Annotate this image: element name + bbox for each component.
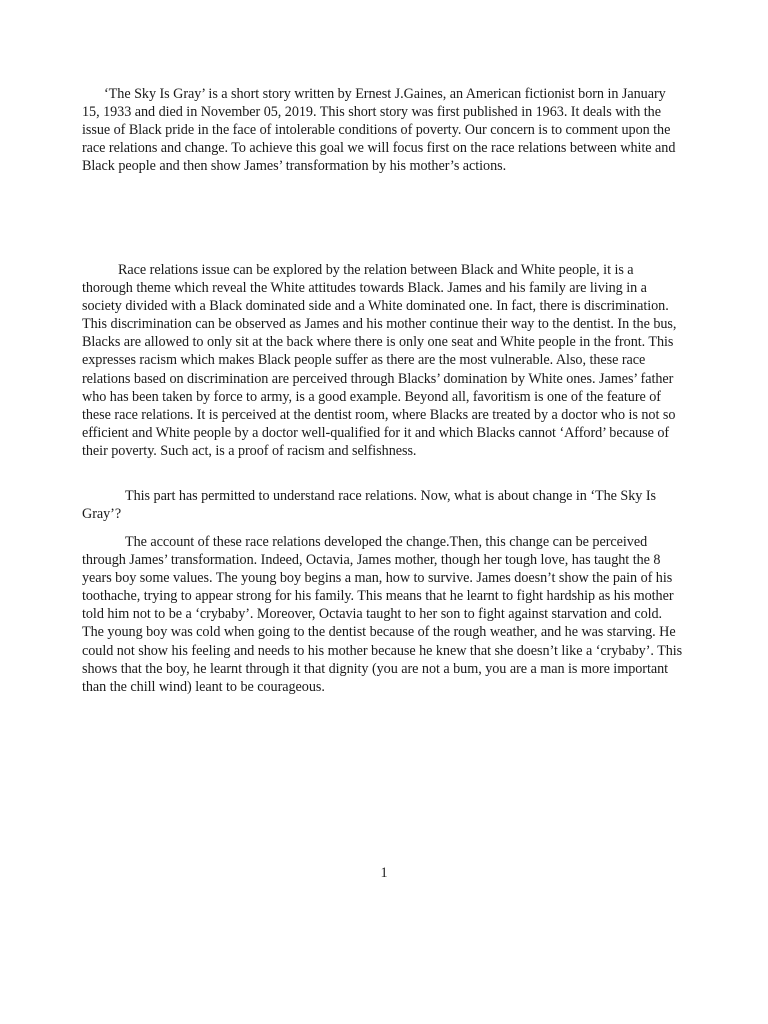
intro-paragraph: ‘The Sky Is Gray’ is a short story written by Ernest J.Gaines, an American fictionist born in January 15, 1933 and died in November 05, 2019. This short story was first published in 1963. It deals with the issue of Black pride in the face of intolerable conditions of poverty. Our concern is to comment upon the race relations and change. To achieve this goal we will focus first on the race relations between white and Black people and then show James’ transformation by his mother’s actions. (82, 86, 676, 175)
page-number: 1 (380, 865, 388, 881)
transition-paragraph: This part has permitted to understand race relations. Now, what is about change in ‘The Sky Is Gray’? (82, 488, 656, 523)
change-paragraph: The account of these race relations developed the change.Then, this change can be perceived through James’ transformation. Indeed, Octavia, James mother, though her tough love, has taught the 8 years boy some values. The young boy begins a man, how to survive. James doesn’t show the pain of his toothache, trying to appear strong for his family. This means that he learnt to fight hardship as his mother told him not to be a ‘crybaby’. Moreover, Octavia taught to her son to fight against starvation and cold. The young boy was cold when going to the dentist because of the rough weather, and he was starving. He could not show his feeling and needs to his mother because he knew that she doesn’t like a ‘crybaby’. This shows that the boy, he learnt through it that dignity (you are not a bum, you are a man is more important than the chill wind) leant to be courageous. (82, 534, 683, 695)
race-relations-paragraph: Race relations issue can be explored by the relation between Black and White people, it is a thorough theme which reveal the White attitudes towards Black. James and his family are living in a society divided with a Black dominated side and a White dominated one. In fact, there is discrimination. This discrimination can be observed as James and his mother continue their way to the dentist. In the bus, Blacks are allowed to only sit at the back where there is only one seat and White people in the front. This expresses racism which makes Black people suffer as there are the most vulnerable. Also, these race relations based on discrimination are perceived through Blacks’ domination by White ones. James’ father who has been taken by force to army, is a good example. Beyond all, favoritism is one of the feature of these race relations. It is perceived at the dentist room, where Blacks are treated by a doctor who is not so efficient and White people by a doctor well-qualified for it and which Blacks cannot ‘Afford’ because of their poverty. Such act, is a proof of racism and selfishness. (82, 262, 677, 459)
